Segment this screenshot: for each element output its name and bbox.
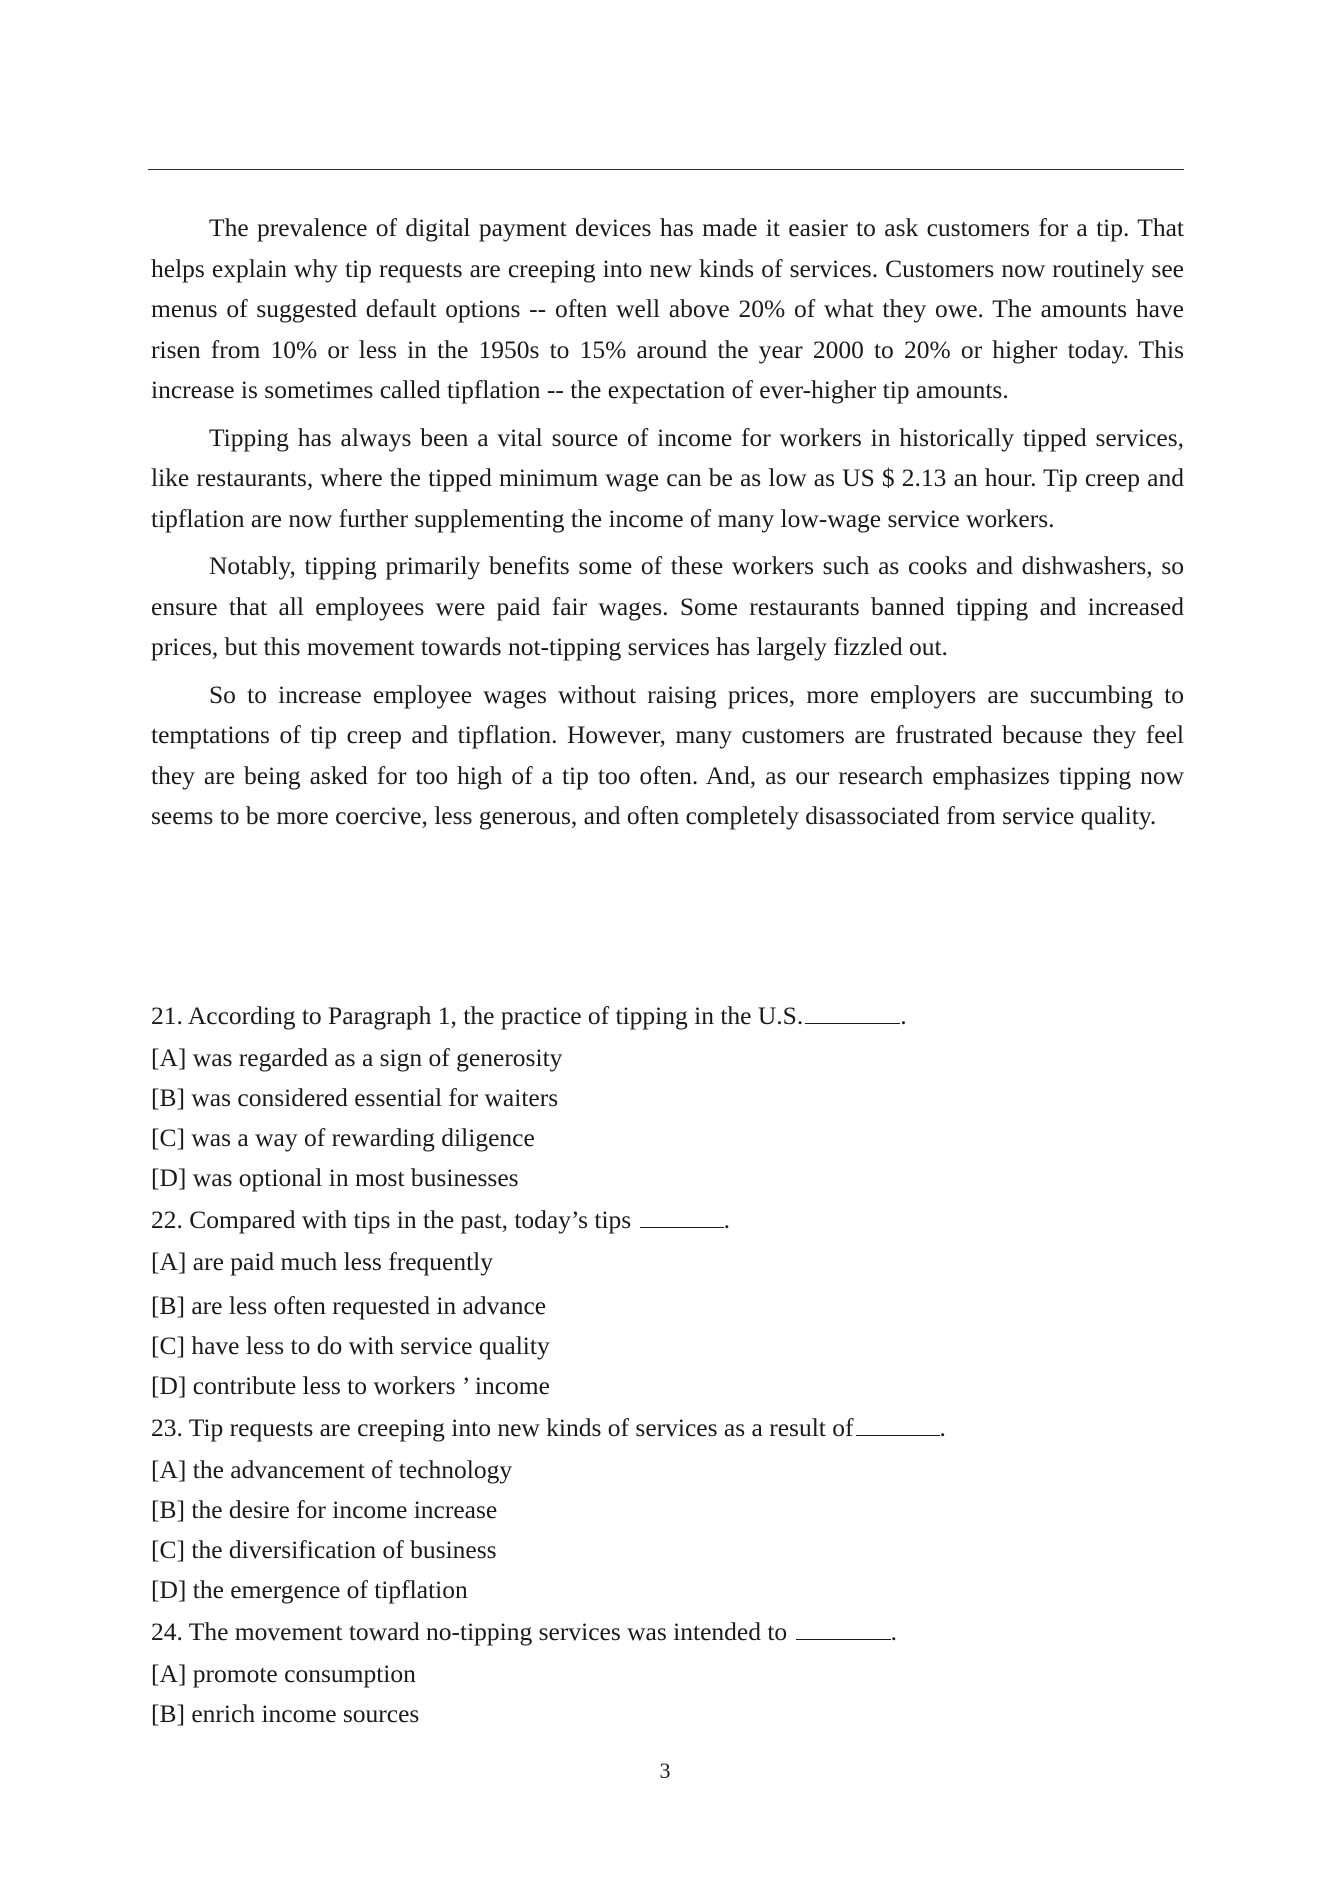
question-22-option-b: [B] are less often requested in advance (151, 1291, 547, 1320)
question-23-stem: 23. Tip requests are creeping into new kinds of services as a result of (151, 1413, 854, 1442)
question-24-option-b: [B] enrich income sources (151, 1699, 420, 1728)
question-24-end: . (890, 1617, 897, 1646)
question-21-option-d: [D] was optional in most businesses (151, 1163, 519, 1192)
answer-blank (805, 1001, 900, 1024)
question-22-option-c: [C] have less to do with service quality (151, 1331, 550, 1360)
question-23-option-c: [C] the diversification of business (151, 1535, 497, 1564)
passage-paragraph-4: So to increase employee wages without raising prices, more employers are succumbing to temptations of tip creep and tipflation. However, many customers are frustrated because they feel they are being asked for too high of a tip too often. And, as our research emphasizes tipping now seems to be more coercive, less generous, and often completely disassociated from service quality. (151, 679, 1184, 830)
question-22-option-d: [D] contribute less to workers ’ income (151, 1371, 550, 1400)
question-23-option-d: [D] the emergence of tipflation (151, 1575, 468, 1604)
question-23-end: . (939, 1413, 946, 1442)
question-21 (151, 994, 1184, 1038)
question-24-stem: 24. The movement toward no-tipping services was intended to (151, 1617, 794, 1646)
answer-blank (856, 1413, 940, 1436)
question-24-option-a: [A] promote consumption (151, 1659, 416, 1688)
question-22-option-a: [A] are paid much less frequently (151, 1247, 493, 1276)
question-22 (151, 1198, 1184, 1242)
question-22-end: . (723, 1205, 730, 1234)
answer-blank (796, 1617, 891, 1640)
question-23 (151, 1406, 1184, 1450)
question-23-option-b: [B] the desire for income increase (151, 1495, 498, 1524)
question-21-option-a: [A] was regarded as a sign of generosity (151, 1043, 563, 1072)
page-number: 3 (659, 1758, 671, 1783)
header-rule (148, 169, 1184, 170)
passage-paragraph-2: Tipping has always been a vital source of income for workers in historically tipped services, like restaurants, where the tipped minimum wage can be as low as US $ 2.13 an hour. Tip creep and tipflation are now further supplementing the income of many low-wage service workers. (151, 422, 1184, 533)
answer-blank (640, 1205, 724, 1228)
question-21-stem: 21. According to Paragraph 1, the practice of tipping in the U.S. (151, 1001, 804, 1030)
question-21-option-b: [B] was considered essential for waiters (151, 1083, 559, 1112)
question-24 (151, 1610, 1184, 1654)
question-21-end: . (900, 1001, 907, 1030)
passage-paragraph-3: Notably, tipping primarily benefits some of these workers such as cooks and dishwashers, so ensure that all employees were paid fair wages. Some restaurants banned tipping and increased prices, but this movement towards not-tipping services has largely fizzled out. (151, 551, 1184, 661)
reading-passage (151, 208, 1184, 844)
question-list (151, 994, 1184, 1734)
question-22-stem: 22. Compared with tips in the past, today’s tips (151, 1205, 638, 1234)
question-21-option-c: [C] was a way of rewarding diligence (151, 1123, 535, 1152)
passage-paragraph-1: The prevalence of digital payment devices has made it easier to ask customers for a tip. That helps explain why tip requests are creeping into new kinds of services. Customers now routinely see menus of suggested default options -- often well above 20% of what they owe. The amounts have risen from 10% or less in the 1950s to 15% around the year 2000 to 20% or higher today. This increase is sometimes called tipflation -- the expectation of ever-higher tip amounts. (151, 213, 1184, 404)
question-23-option-a: [A] the advancement of technology (151, 1455, 513, 1484)
